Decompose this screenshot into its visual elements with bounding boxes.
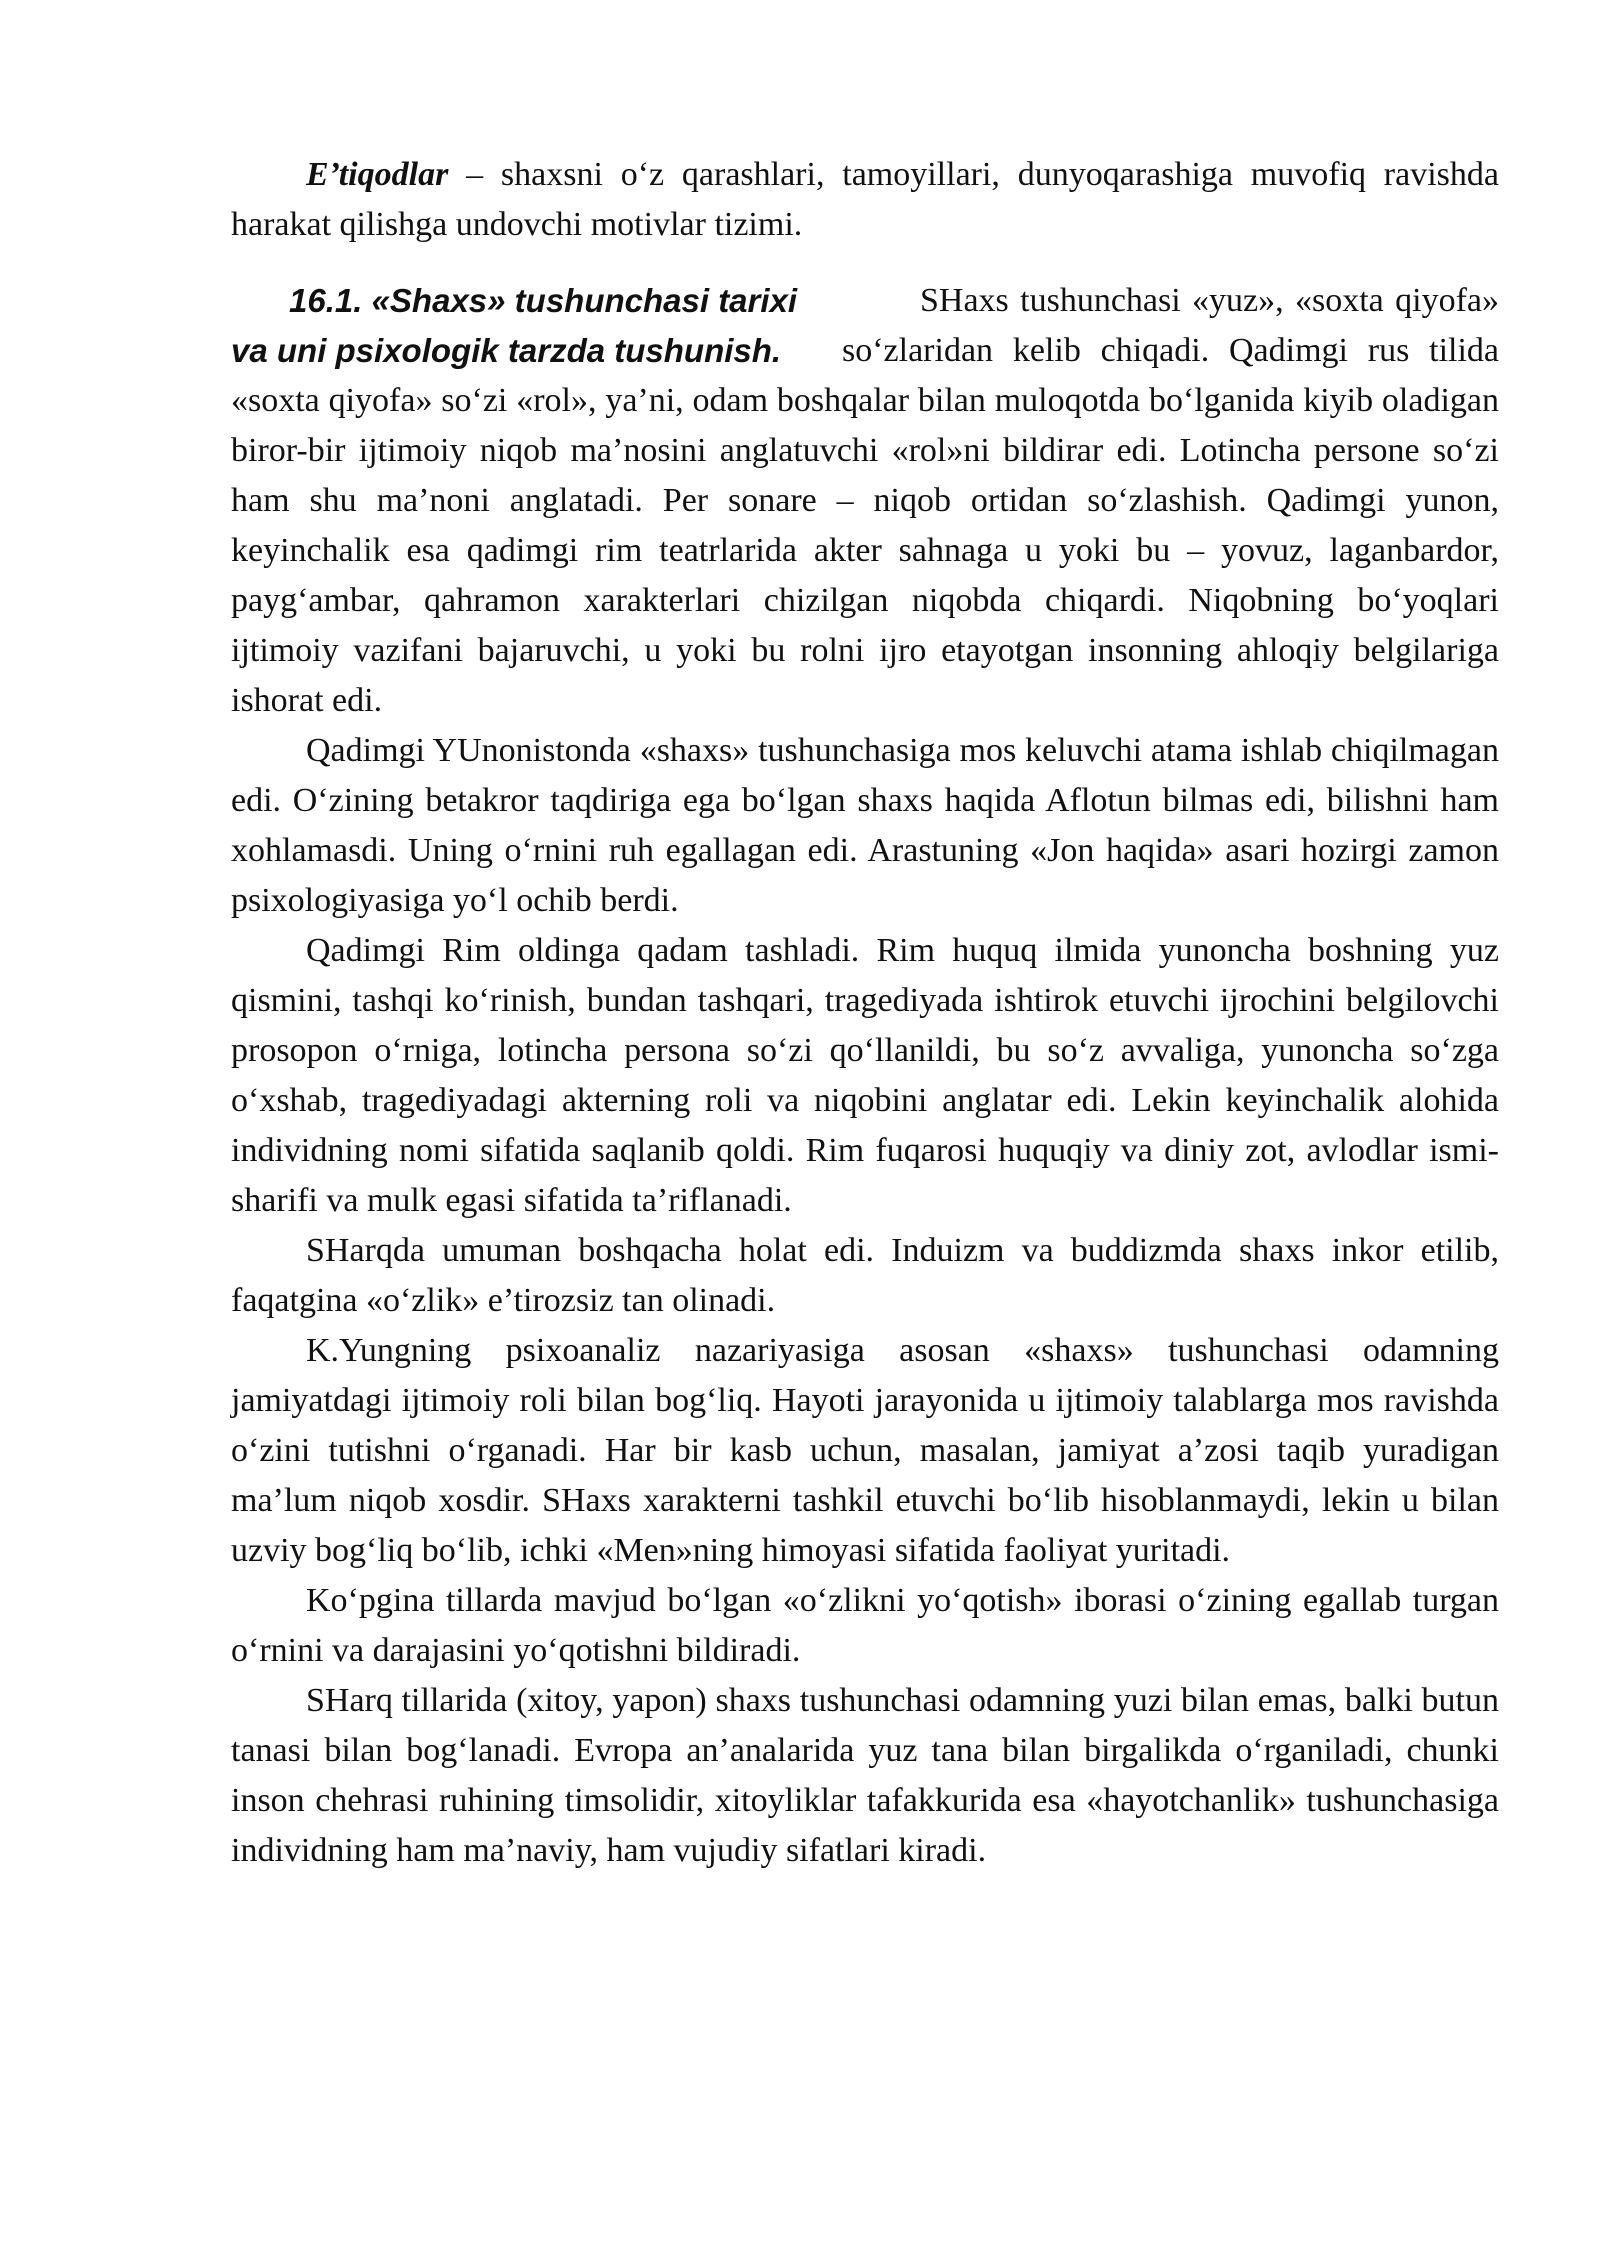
body-paragraph: SHarqda umuman boshqacha holat edi. Induizm va buddizmda shaxs inkor etilib, faqatgina «o‘zlik» e’tirozsiz tan olinadi.	[231, 1232, 1499, 1319]
body-paragraph: K.Yungning psixoanaliz nazariyasiga asosan «shaxs» tushunchasi odamning jamiyatdagi ijtimoiy roli bilan bog‘liq. Hayoti jarayonida u ijtimoiy talablarga mos ravishda o‘zini tutishni o‘rganadi. Har bir kasb uchun, masalan, jamiyat a’zosi taqib yuradigan ma’lum niqob xosdir. SHaxs xarakterni tashkil etuvchi bo‘lib hisoblanmaydi, lekin u bilan uzviy bog‘liq bo‘lib, ichki «Men»ning himoyasi sifatida faoliyat yuritadi.	[231, 1332, 1499, 1569]
section-16-1	[231, 276, 1499, 726]
document-page	[231, 150, 1499, 1876]
definition-dash: –	[448, 156, 501, 193]
body-paragraph: SHarq tillarida (xitoy, yapon) shaxs tushunchasi odamning yuzi bilan emas, balki butun tanasi bilan bog‘lanadi. Evropa an’analarida yuz tana bilan birgalikda o‘rganiladi, chunki inson chehrasi ruhining timsolidir, xitoyliklar tafakkurida esa «hayotchanlik» tushunchasiga individning ham ma’naviy, ham vujudiy sifatlari kiradi.	[231, 1682, 1499, 1869]
definition-term: E’tiqodlar	[306, 156, 449, 193]
body-paragraph: Ko‘pgina tillarda mavjud bo‘lgan «o‘zlikni yo‘qotish» iborasi o‘zining egallab turgan o‘rnini va darajasini yo‘qotishni bildiradi.	[231, 1582, 1499, 1669]
definition-text: shaxsni o‘z qarashlari, tamoyillari, dunyoqarashiga muvofiq ravishda harakat qilishga undovchi motivlar tizimi.	[231, 156, 1499, 243]
section-heading: 16.1. «Shaxs» tushunchasi tarixi va uni psixologik tarzda tushunish.	[231, 282, 798, 369]
body-paragraph: Qadimgi YUnonistonda «shaxs» tushunchasiga mos keluvchi atama ishlab chiqilmagan edi. O‘zining betakror taqdiriga ega bo‘lgan shaxs haqida Aflotun bilmas edi, bilishni ham xohlamasdi. Uning o‘rnini ruh egallagan edi. Arastuning «Jon haqida» asari hozirgi zamon psixologiyasiga yo‘l ochib berdi.	[231, 732, 1499, 919]
body-paragraph: Qadimgi Rim oldinga qadam tashladi. Rim huquq ilmida yunoncha boshning yuz qismini, tashqi ko‘rinish, bundan tashqari, tragediyada ishtirok etuvchi ijrochini belgilovchi prosopon o‘rniga, lotincha persona so‘zi qo‘llanildi, bu so‘z avvaliga, yunoncha so‘zga o‘xshab, tragediyadagi akterning roli va niqobini anglatar edi. Lekin keyinchalik alohida individning nomi sifatida saqlanib qoldi. Rim fuqarosi huquqiy va diniy zot, avlodlar ismi-sharifi va mulk egasi sifatida ta’riflanadi.	[231, 932, 1499, 1219]
definition-paragraph	[231, 150, 1499, 250]
section-intro-paragraph: SHaxs tushunchasi «yuz», «soxta qiyofa» so‘zlaridan kelib chiqadi. Qadimgi rus tilida «soxta qiyofa» so‘zi «rol», ya’ni, odam boshqalar bilan muloqotda bo‘lganida kiyib oladigan biror-bir ijtimoiy niqob ma’nosini anglatuvchi «rol»ni bildirar edi. Lotincha persone so‘zi ham shu ma’noni anglatadi. Per sonare – niqob ortidan so‘zlashish. Qadimgi yunon, keyinchalik esa qadimgi rim teatrlarida akter sahnaga u yoki bu – yovuz, laganbardor, payg‘ambar, qahramon xarakterlari chizilgan niqobda chiqardi. Niqobning bo‘yoqlari ijtimoiy vazifani bajaruvchi, u yoki bu rolni ijro etayotgan insonning ahloqiy belgilariga ishorat edi.	[231, 282, 1499, 719]
